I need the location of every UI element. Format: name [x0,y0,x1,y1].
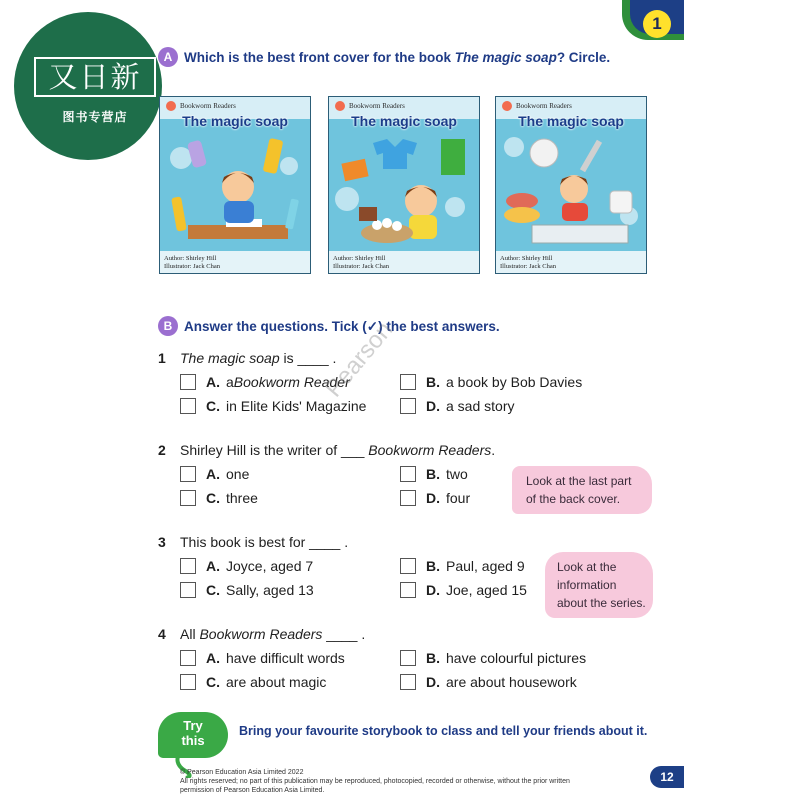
option-letter: D. [426,582,440,598]
checkbox[interactable] [180,582,196,598]
question-3-option-b[interactable] [400,558,525,574]
question-2-text [180,442,495,458]
question-2-option-a[interactable] [180,466,249,482]
checkbox[interactable] [400,466,416,482]
option-text: Joe, aged 15 [446,582,527,598]
option-letter: A. [206,374,220,390]
question-text: ____ . [322,626,366,642]
option-text: are about magic [226,674,327,690]
cover-option-2[interactable] [328,96,480,274]
question-3-option-d[interactable] [400,582,527,598]
series-logo-icon [335,101,345,111]
cover-author: Author: Shirley Hill [164,255,217,262]
shop-logo-subtitle: 图书专营店 [62,110,128,124]
question-text: Shirley Hill is the writer of ___ [180,442,369,458]
option-letter: A. [206,558,220,574]
question-4-number: 4 [158,626,166,642]
question-4-text [180,626,365,642]
question-1-number: 1 [158,350,166,366]
option-letter: B. [426,374,440,390]
cover-series: Bookworm Readers [516,102,572,110]
question-2-option-d[interactable] [400,490,470,506]
hint-line: Look at the [557,560,617,574]
section-b-instruction: Answer the questions. Tick (✓) the best answers. [184,319,500,334]
question-1-option-d[interactable] [400,398,514,414]
checkbox[interactable] [180,558,196,574]
hint-note-3 [545,552,653,618]
cover-author: Author: Shirley Hill [333,255,386,262]
copyright-line: All rights reserved; no part of this publication may be reproduced, photocopied, recorded or otherwise, without the prior written [180,778,570,785]
try-this-prompt: Bring your favourite storybook to class and tell your friends about it. [239,724,648,738]
option-letter: D. [426,674,440,690]
question-3-number: 3 [158,534,166,550]
option-text: four [446,490,471,506]
option-text: a sad story [446,398,515,414]
cover-illustration-laundry [329,133,480,253]
option-letter: C. [206,674,220,690]
hint-line: of the back cover. [526,492,621,506]
checkbox[interactable] [400,650,416,666]
cover-author: Author: Shirley Hill [500,255,553,262]
cover-title: The magic soap [518,113,624,129]
question-text-italic: Bookworm Readers [199,626,323,642]
checkbox[interactable] [400,398,416,414]
cover-illustration-student [160,133,311,253]
checkbox[interactable] [180,374,196,390]
question-3-option-a[interactable] [180,558,313,574]
option-letter: C. [206,490,220,506]
option-text: in Elite Kids' Magazine [226,398,367,414]
checkbox[interactable] [180,466,196,482]
question-2-option-c[interactable] [180,490,258,506]
cover-illustration-dishes [496,133,647,253]
cover-option-3[interactable] [495,96,647,274]
option-text: a [226,374,234,390]
checkbox[interactable] [400,490,416,506]
option-text: three [226,490,258,506]
option-text: a book by Bob Davies [446,374,583,390]
hint-line: information [557,578,617,592]
option-letter: A. [206,650,220,666]
chapter-number: 1 [643,10,671,38]
question-1-option-b[interactable] [400,374,582,390]
copyright-line: © Pearson Education Asia Limited 2022 [180,769,304,776]
question-4-option-a[interactable] [180,650,345,666]
option-text: Joyce, aged 7 [226,558,314,574]
question-4-option-d[interactable] [400,674,577,690]
book-title: The magic soap [454,50,557,65]
option-letter: A. [206,466,220,482]
instruction-text: ? Circle. [556,50,611,65]
checkbox[interactable] [400,374,416,390]
try-this-label-line: this [181,733,205,748]
option-letter: B. [426,558,440,574]
section-b-badge: B [158,316,178,336]
option-text: have colourful pictures [446,650,587,666]
series-logo-icon [502,101,512,111]
checkbox[interactable] [400,674,416,690]
question-4-option-c[interactable] [180,674,326,690]
checkbox[interactable] [180,398,196,414]
option-text-italic: Bookworm Reader [233,374,350,390]
question-text: All [180,626,200,642]
cover-title: The magic soap [351,113,457,129]
cover-series: Bookworm Readers [180,102,236,110]
option-letter: B. [426,650,440,666]
cover-illustrator: Illustrator: Jack Chan [164,263,220,270]
page-number: 12 [660,770,674,784]
question-4-option-b[interactable] [400,650,586,666]
cover-series: Bookworm Readers [349,102,405,110]
question-2-number: 2 [158,442,166,458]
hint-line: Look at the last part [526,474,632,488]
question-text-italic: Bookworm Readers [368,442,492,458]
cover-illustrator: Illustrator: Jack Chan [500,263,556,270]
hint-note-2 [512,466,652,514]
series-logo-icon [166,101,176,111]
hint-line: about the series. [557,596,646,610]
question-text-italic: The magic soap [180,350,280,366]
question-text: is ____ . [279,350,337,366]
checkbox[interactable] [400,558,416,574]
try-this-label [170,718,216,748]
section-a-badge: A [158,47,178,67]
cover-option-1[interactable] [159,96,311,274]
option-letter: D. [426,398,440,414]
checkbox[interactable] [400,582,416,598]
option-text: Sally, aged 13 [226,582,314,598]
checkbox[interactable] [180,674,196,690]
copyright-line: permission of Pearson Education Asia Limited. [180,787,325,794]
option-text: Paul, aged 9 [446,558,525,574]
question-text: . [491,442,496,458]
checkbox[interactable] [180,650,196,666]
option-text: two [446,466,468,482]
question-2-option-b[interactable] [400,466,468,482]
question-1-text [180,350,336,366]
cover-illustrator: Illustrator: Jack Chan [333,263,389,270]
checkbox[interactable] [180,490,196,506]
option-letter: C. [206,582,220,598]
option-text: have difficult words [226,650,345,666]
copyright-notice [180,768,570,795]
option-letter: B. [426,466,440,482]
try-this-label-line: Try [183,718,203,733]
question-3-text: This book is best for ____ . [180,534,349,550]
option-letter: D. [426,490,440,506]
option-text: one [226,466,250,482]
section-a-instruction [184,50,610,65]
option-text: are about housework [446,674,577,690]
shop-logo-title: 又日新 [48,60,142,94]
cover-title: The magic soap [182,113,288,129]
instruction-text: Which is the best front cover for the book [184,50,455,65]
option-letter: C. [206,398,220,414]
question-3-option-c[interactable] [180,582,314,598]
watermark: Pearson [320,316,399,403]
